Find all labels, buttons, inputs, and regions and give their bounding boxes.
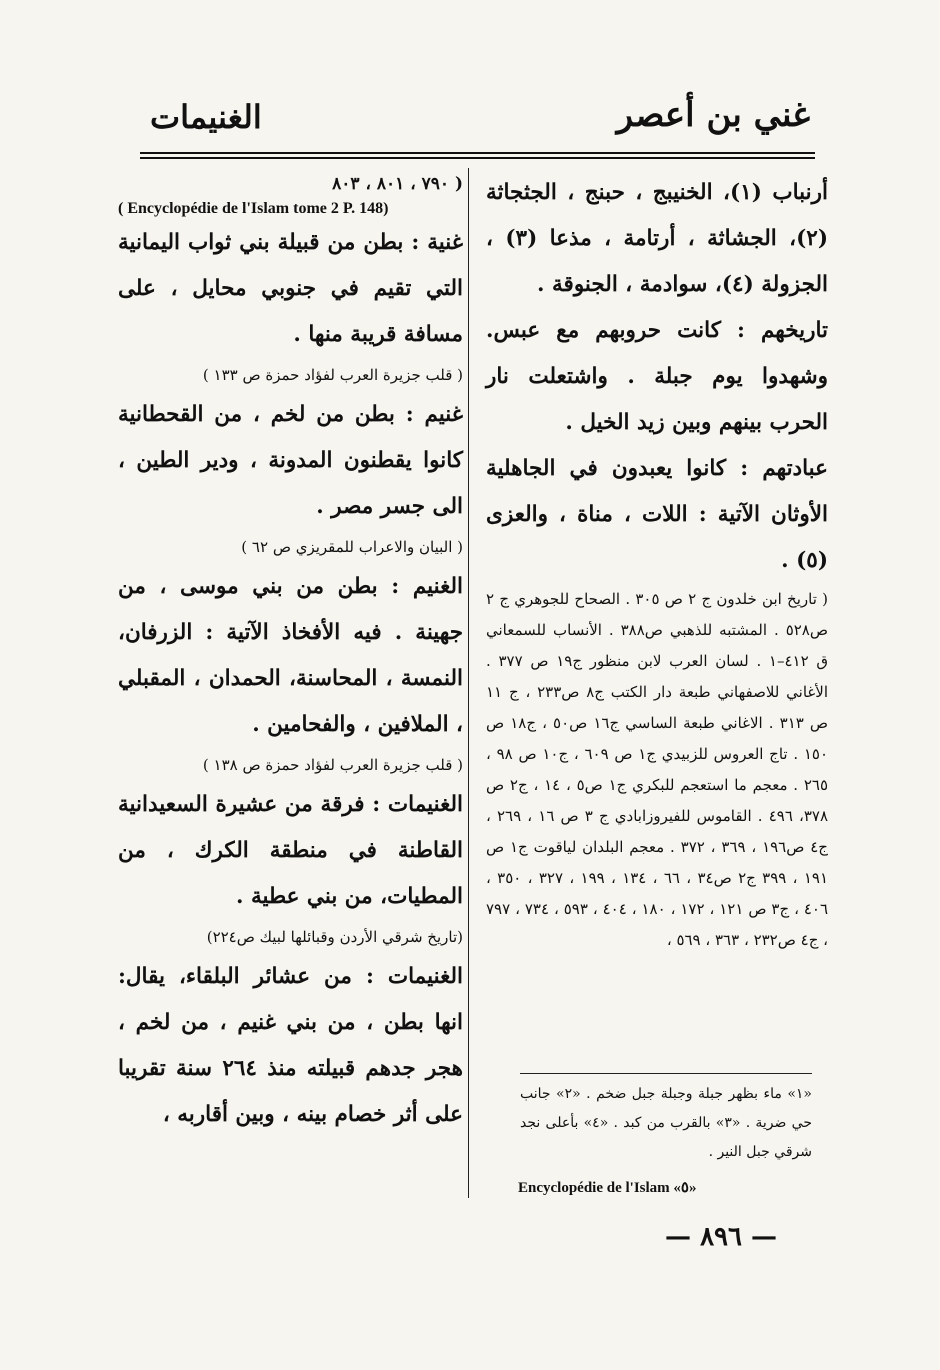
running-head-right: غني بن أعصر — [616, 95, 810, 135]
right-column — [486, 170, 828, 1200]
worship-paragraph: عبادتهم : كانوا يعبدون في الجاهلية الأوثان الآتية : اللات ، مناة ، والعزى (٥) . — [486, 456, 828, 573]
entry-ghunayya-source: ( قلب جزيرة العرب لفؤاد حمزة ص ١٣٣ ) — [202, 366, 463, 384]
footnote-5: Encyclopédie de l'Islam «٥» — [518, 1180, 697, 1196]
encyclopedie-ref: ( Encyclopédie de l'Islam tome 2 P. 148) — [118, 200, 389, 217]
footnote-rule — [520, 1073, 812, 1074]
running-head-left: الغنيمات — [150, 98, 262, 136]
entry-ghunaym-source: ( البيان والاعراب للمقريزي ص ٦٢ ) — [241, 538, 463, 556]
entry-ghunayya: غنية : بطن من قبيلة بني ثواب اليمانية التي تقيم في جنوبي محايل ، على مسافة قريبة منها . — [118, 230, 463, 347]
header-rule-top — [140, 152, 815, 154]
entry-ghunaymat-2: الغنيمات : من عشائر البلقاء، يقال: انها بطن ، من بني غنيم ، من لخم ، هجر جدهم قبيلته منذ ٢٦٤ سنة تقريبا على أثر خصام بينه ، وبين أقاربه ، — [118, 964, 464, 1127]
entry-ghunaymat-1: الغنيمات : فرقة من عشيرة السعيدانية القاطنة في منطقة الكرك ، من المطيات، من بني عطية . — [118, 792, 463, 909]
column-divider — [468, 168, 469, 1198]
entry-ghunaym: غنيم : بطن من لخم ، من القحطانية كانوا يقطنون المدونة ، ودير الطين ، الى جسر مصر . — [118, 402, 463, 519]
page-number: — ٨٩٦ — — [665, 1222, 778, 1252]
entry-al-ghunaym-source: ( قلب جزيرة العرب لفؤاد حمزة ص ١٣٨ ) — [202, 756, 463, 774]
tribe-branches-paragraph: أرنباب (١)، الخنيبج ، حبنج ، الجثجاثة (٢)، الجشاثة ، أرتامة ، مذعا (٣) ، الجزولة (٤)، سوادمة ، الجنوقة . — [486, 180, 828, 297]
page-refs-continued: ( ٧٩٠ ، ٨٠١ ، ٨٠٣ — [332, 174, 463, 194]
entry-ghunaymat-1-source: (تاريخ شرقي الأردن وقبائلها لبيك ص٢٢٤) — [206, 928, 463, 946]
header-rule-bottom — [140, 157, 815, 159]
references-block: ( تاريخ ابن خلدون ج ٢ ص ٣٠٥ . الصحاح للجوهري ج ٢ ص٥٢٨ . المشتبه للذهبي ص٣٨٨ . الأنساب للسمعاني ق ٤١٢–١ . لسان العرب لابن منظور ج١٩ ص ٣٧٧ . الأغاني للاصفهاني طبعة دار الكتب ج٨ ص٢٣٣ ، ج ١١ ص ٣١٣ . الاغاني طبعة الساسي ج١٦ ص٥٠ ، ج١٨ ص ١٥٠ . تاج العروس للزبيدي ج١ ص ٦٠٩ ، ج١٠ ص ٩٨ ، ٢٦٥ . معجم ما استعجم للبكري ج١ ص٥ ، ١٤ ، ج٢ ص ٣٧٨، ٤٩٦ . القاموس للفيروزابادي ج ٣ ص ١٦ ، ٢٦٩ ، ج٤ ص١٩٦ ، ٣٦٩ ، ٣٧٢ . معجم البلدان لياقوت ج١ ص ١٩١ ، ٣٩٩ ج٢ ص٣٤ ، ٦٦ ، ١٣٤ ، ١٩٩ ، ٣٢٧ ، ٣٥٠ ، ٤٠٦ ، ج٣ ص ١٢١ ، ١٧٢ ، ١٨٠ ، ٤٠٤ ، ٥٩٣ ، ٧٣٤ ، ٧٩٧ ، ج٤ ص٢٣٢ ، ٣٦٣ ، ٥٦٩ ، — [486, 590, 829, 949]
entry-al-ghunaym: الغنيم : بطن من بني موسى ، من جهينة . فيه الأفخاذ الآتية : الزرفان، النمسة ، المحاسنة، الحمدان ، المقبلي ، الملافين ، والفحامين . — [118, 574, 463, 737]
history-paragraph: تاريخهم : كانت حروبهم مع عبس. وشهدوا يوم جبلة . واشتعلت نار الحرب بينهم وبين زيد الخيل . — [486, 318, 828, 435]
footnotes: «١» ماء بظهر جبلة وجبلة جبل ضخم . «٢» جانب حي ضرية . «٣» بالقرب من كبد . «٤» بأعلى نجد شرقي جبل النير . — [520, 1086, 812, 1160]
left-column — [118, 170, 463, 1210]
